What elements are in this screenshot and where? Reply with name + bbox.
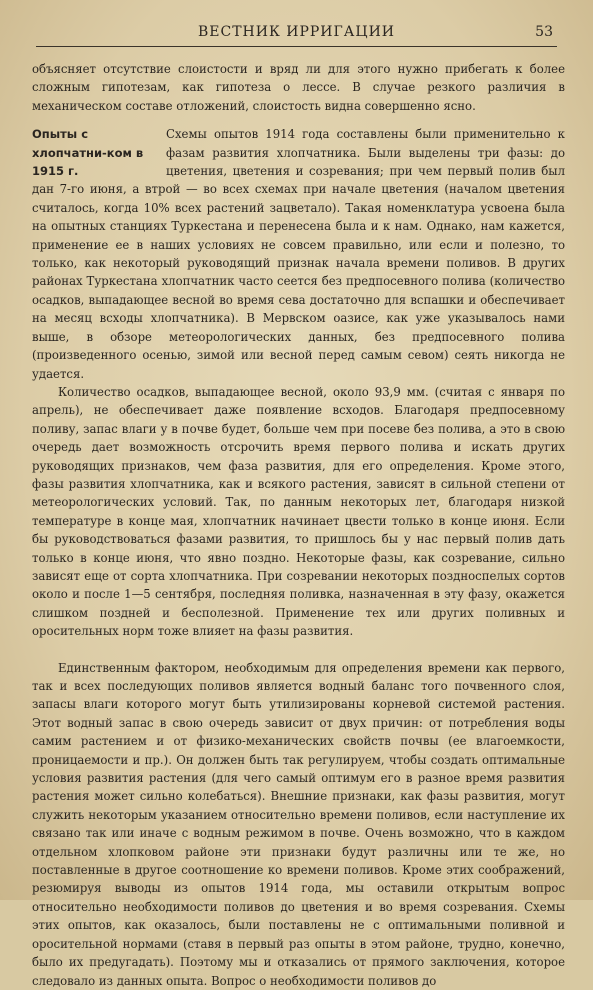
paragraph-gap	[32, 641, 565, 659]
section-paragraph-1: Схемы опытов 1914 года составлены были применительно к фазам развития хлопчатника. Были выделены три фазы: до цветения, цветения и созревания; при чем первый полив был дан 7-го июня, а втрой — во всех схемах при начале цветения (началом цветения считалось, когда 10% всех растений зацветало). Такая номенклатура усвоена была на опытных станциях Туркестана и перенесена была и к нам. Однако, нам кажется, применение ее в наших условиях не совсем правильно, или если и полезно, то только, как некоторый руководящий признак начала времени поливов. В других районах Туркестана хлопчатник часто сеется без предпосевного полива (количество осадков, выпадающее весной во время сева достаточно для вспашки и обеспечивает на месяц всходы хлопчатника). В Мервском оазисе, как уже указывалось нами выше, в обзоре метеорологических данных, без предпосевного полива (произведенного осенью, зимой или весной перед самым севом) сеять никогда не удается.	[32, 127, 565, 381]
article-body	[32, 60, 565, 990]
journal-title: ВЕСТНИК ИРРИГАЦИИ	[197, 24, 396, 40]
running-header	[36, 22, 557, 47]
intro-paragraph: объясняет отсутствие слоистости и вряд ли для этого нужно прибегать к более сложным гипотезам, как гипотеза о лессе. В случае резкого различия в механическом составе отложений, слоистость видна совершенно ясно.	[32, 62, 565, 113]
section-paragraph-2: Количество осадков, выпадающее весной, около 93,9 мм. (считая с января по апрель), не обеспечивает даже появление всходов. Благодаря предпосевному поливу, запас влаги у в почве будет, больше чем при посеве без полива, а это в свою очередь дает возможность отсрочить время первого полива и искать других руководящих признаков, чем фаза развития, для его определения. Кроме этого, фазы развития хлопчатника, как и всякого растения, зависят в сильной степени от метеорологических условий. Так, по данным некоторых лет, благодаря низкой температуре в конце мая, хлопчатник начинает цвести только в конце июня. Если бы руководствоваться фазами развития, то пришлось бы у нас первый полив дать только в конце июня, что явно поздно. Некоторые фазы, как созревание, сильно зависят еще от сорта хлопчатника. При созревании некоторых поздноспелых сортов около и после 1—5 сентября, последняя поливка, назначенная в эту фазу, окажется слишком поздней и бесполезной. Применение тех или других поливных и оросительных норм тоже влияет на фазы развития.	[32, 384, 565, 639]
section-experiments-1915	[32, 125, 565, 640]
section-sidehead: Опыты с хлопчатни-ком в 1915 г.	[32, 127, 144, 179]
paragraph-3: Единственным фактором, необходимым для определения времени как первого, так и всех последующих поливов является водный баланс того почвенного слоя, запасы влаги которого могут быть утилизированы корневой системой растения. Этот водный запас в свою очередь зависит от двух причин: от потребления воды самим растением и от физико-механических свойств почвы (ее влагоемкости, проницаемости и пр.). Он должен быть так регулируем, чтобы создать оптимальные условия развития растения (для чего самый оптимум его в разное время развития растения может сильно колебаться). Внешние признаки, как фазы развития, могут служить некоторым указанием относительно времени поливов, если наступление их связано так или иначе с водным режимом в почве. Очень возможно, что в каждом отдельном хлопковом районе эти признаки будут различны или те же, но поставленные в другое соотношение ко времени поливов. Кроме этих соображений, резюмируя выводы из опытов 1914 года, мы оставили открытым вопрос относительно необходимости поливов до цветения и во время созревания. Схемы этих опытов, как оказалось, были поставлены не с оптимальными поливной и оросительной нормами (ставя в первый раз опыты в этом районе, трудно, конечно, было их предугадать). Поэтому мы и отказались от прямого заключения, которое следовало из данных опыта. Вопрос о необходимости поливов до	[32, 660, 565, 988]
page-number: 53	[535, 24, 553, 40]
